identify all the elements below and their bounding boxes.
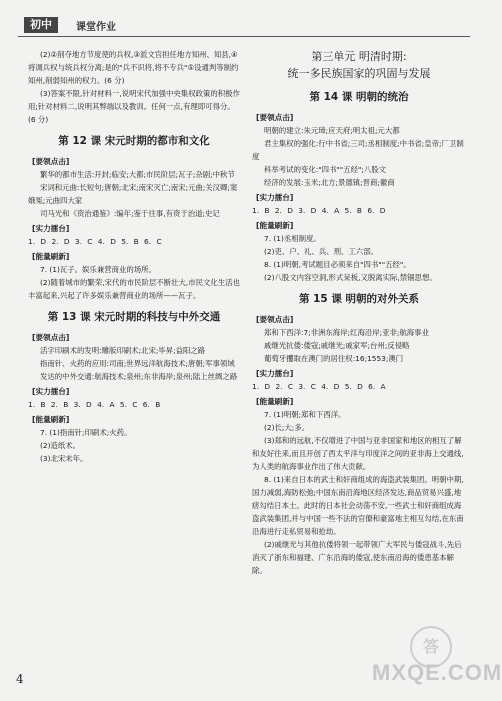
lesson-15-line: 郑和下西洋:7;非洲东海岸;红海沿岸;亚非;航海事业 [264,328,429,337]
unit-title-line-1: 第三单元 明清时期: [311,50,407,63]
header-title: 课堂作业 [76,22,116,33]
lesson-15-tag-key-points: [ 要领点击 ] [256,313,466,326]
page-number: 4 [16,672,24,686]
lesson-12-tag-key-points: [ 要领点击 ] [32,155,240,168]
watermark-seal-icon: 答 [410,626,452,668]
right-column [252,48,466,577]
lesson-14-line: 明朝的建立:朱元璋;应天府;明太祖;元大都 [264,126,400,135]
lesson-14-q: 7. (1)丞相制度。 [264,234,321,243]
lesson-14-line: 科举考试的变化:"四书""五经";八股文 [264,165,387,174]
lesson-15-q: 8. (1)来自日本的武士和奸商组成的海盗武装集团。明朝中期,国力减弱,海防松弛;中国东南沿海地区经济发达,商品贸易兴盛,地痞勾结日本士。此时的日本社会动荡不安,一些武士和奸商组成海盗武装集团,并与中国一些不法的官僚和豪富地主相互勾结,在东南沿海进行走私贸易和抢劫。 [252,475,464,536]
lesson-12-q7: (2)随着城市的繁荣,宋代的市民阶层不断壮大,市民文化生活也丰富起来,兴起了许多娱乐兼营商业的场所——瓦子。 [28,278,240,300]
lesson-13-tag-key-points: [ 要领点击 ] [32,331,240,344]
page-header [18,14,470,37]
lesson-15-title: 第 15 课 明朝的对外关系 [298,293,420,305]
lesson-15-q: (2)戚继光与其他抗倭将领一起带领广大军民与倭寇战斗,先后消灭了浙东和福建、广东沿海的倭寇,使东南沿海的倭患基本解除。 [252,540,462,575]
lesson-15-tag-practice: [ 实力擂台 ] [256,367,466,380]
lesson-12-title: 第 12 课 宋元时期的都市和文化 [58,135,210,147]
lesson-13-q7: (3)北宋末年。 [40,454,88,463]
lesson-14-tag-practice: [ 实力擂台 ] [256,191,466,204]
lesson-14-line: 经济的发展:玉米;北方;景德镇;晋商;徽商 [264,178,395,187]
lesson-13-line: 发达的中外交通:航海技术;泉州;东非海岸;泉州;陆上丝绸之路 [40,372,238,381]
lesson-14-q: (2)吏、户、礼、兵、刑、工六部。 [264,247,378,256]
lesson-14-tag-energy: [ 能量刷新 ] [256,219,466,232]
lesson-14-title: 第 14 课 明朝的统治 [309,91,409,103]
left-column [28,48,240,465]
grade-badge: 初中 [24,17,58,33]
lesson-13-q7: (2)造纸术。 [40,441,81,450]
lesson-14-tag-key-points: [ 要领点击 ] [256,111,466,124]
lesson-12-q7: 7. (1)瓦子。娱乐兼营商业的场所。 [40,265,156,274]
lesson-12-answers: 1. D 2. D 3. C 4. D 5. B 6. C [28,237,162,246]
lesson-13-tag-energy: [ 能量刷新 ] [32,413,240,426]
lesson-14-answers: 1. B 2. D 3. D 4. A 5. B 6. D [252,206,386,215]
lesson-13-line: 指南针、火药的应用:司南;世界远洋航海技术;唐朝;军事领域 [40,359,235,368]
intro-para-2: (3)答案不限,针对材料一,说明宋代加强中央集权政策的积极作用;针对材料二,说明其弊端以及教训。任何一点,有理即可得分。(6 分) [28,89,240,124]
lesson-13-line: 活字印刷术的发明:雕版印刷术;北宋;毕昇;益阳之路 [40,346,206,355]
lesson-13-title: 第 13 课 宋元时期的科技与中外交通 [47,311,221,323]
lesson-15-q: (3)郑和的远航,不仅增进了中国与亚非国家和地区的相互了解和友好往来,而且开创了西太平洋与印度洋之间的亚非海上交通线,为人类的航海事业作出了伟大贡献。 [252,436,464,471]
lesson-15-q: (2)长;大;多。 [264,423,310,432]
lesson-12-tag-energy: [ 能量刷新 ] [32,250,240,263]
lesson-12-tag-practice: [ 实力擂台 ] [32,222,240,235]
intro-para-1: (2)②削夺地方节度使的兵权,③派文官担任地方知州、知县,④将调兵权与统兵权分离;是的"兵不识将,将不专兵"⑤设通判等制约知州,削弱知州的权力。(6 分) [28,50,239,85]
lesson-13-tag-practice: [ 实力擂台 ] [32,385,240,398]
lesson-15-tag-energy: [ 能量刷新 ] [256,395,466,408]
lesson-14-line: 君主集权的强化:行中书省;三司;丞相制度;中书省;皇帝;厂卫制度 [252,139,464,161]
lesson-12-line: 繁华的都市生活:开封;临安;大都;市民阶层;瓦子;杂剧;中秋节 [40,170,235,179]
lesson-12-line: 司马光和《资治通鉴》:编年;鉴于往事,有资于治道;史记 [40,209,220,218]
lesson-12-line: 宋词和元曲:长短句;唐朝;北宋;南宋灭亡;南宋;元曲;关汉卿;窦娥冤;元曲四大家 [28,183,238,205]
lesson-15-q: 7. (1)明朝;郑和下西洋。 [264,410,346,419]
lesson-13-q7: 7. (1)指南针;印刷术;火药。 [40,428,132,437]
watermark-logo: MXQE.COM [372,660,502,685]
lesson-14-q: 8. (1)明朝,考试题目必须来自"四书""五经"。 [264,260,411,269]
unit-title-line-2: 统一多民族国家的巩固与发展 [287,67,431,80]
lesson-15-answers: 1. D 2. C 3. C 4. D 5. D 6. A [252,382,386,391]
lesson-15-line: 戚继光抗倭:倭寇;戚继光;戚家军;台州;反侵略 [264,341,410,350]
lesson-15-line: 葡萄牙攫取在澳门的居住权:16;1553;澳门 [264,354,404,363]
lesson-14-q: (2)八股文内容空洞,形式呆板,又脱离实际,禁锢思想。 [264,273,437,282]
lesson-13-answers: 1. B 2. B 3. D 4. A 5. C 6. B [28,400,161,409]
